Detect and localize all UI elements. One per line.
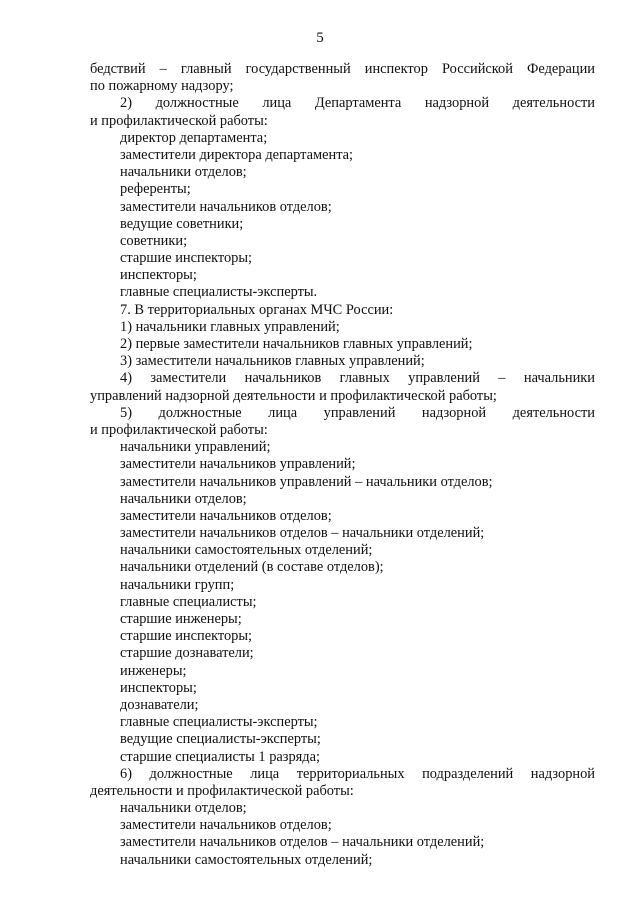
page-number: 5 xyxy=(316,30,324,46)
text-line: старшие дознаватели; xyxy=(120,645,254,662)
text-line: заместители начальников отделов – начальники отделений; xyxy=(120,525,485,542)
text-line: 1) начальники главных управлений; xyxy=(120,318,340,335)
text-line: директор департамента; xyxy=(120,129,268,146)
text-line: инженеры; xyxy=(120,662,187,679)
text-line: заместители начальников отделов – начальники отделений; xyxy=(120,834,485,851)
text-line: начальники отделений (в составе отделов); xyxy=(120,559,384,576)
text-line: начальники самостоятельных отделений; xyxy=(120,851,373,868)
text-line: по пожарному надзору; xyxy=(90,78,234,95)
text-line: референты; xyxy=(120,181,191,198)
text-line: 4) заместители начальников главных управлений – начальники xyxy=(120,370,595,387)
text-line: и профилактической работы: xyxy=(90,112,268,129)
text-line: бедствий – главный государственный инспектор Российской Федерации xyxy=(90,61,595,77)
text-line: деятельности и профилактической работы: xyxy=(90,782,354,799)
text-line: ведущие советники; xyxy=(120,215,244,232)
text-line: главные специалисты; xyxy=(120,593,257,610)
text-line: начальники отделов; xyxy=(120,800,247,817)
text-line: старшие специалисты 1 разряда; xyxy=(120,748,321,765)
document-body xyxy=(90,61,595,869)
text-line: и профилактической работы: xyxy=(90,421,268,438)
text-line: начальники отделов; xyxy=(120,164,247,181)
text-line: старшие инспекторы; xyxy=(120,250,253,267)
text-line: старшие инспекторы; xyxy=(120,628,253,645)
text-line: 7. В территориальных органах МЧС России: xyxy=(120,301,394,318)
text-line: начальники самостоятельных отделений; xyxy=(120,542,373,559)
text-line: управлений надзорной деятельности и профилактической работы; xyxy=(90,387,497,404)
text-line: заместители начальников управлений – начальники отделов; xyxy=(120,473,493,490)
text-line: 3) заместители начальников главных управлений; xyxy=(120,353,425,370)
text-line: ведущие специалисты-эксперты; xyxy=(120,731,321,748)
text-line: главные специалисты-эксперты. xyxy=(120,284,318,301)
text-line: 2) должностные лица Департамента надзорной деятельности xyxy=(120,95,595,112)
text-line: инспекторы; xyxy=(120,679,197,696)
text-line: старшие инженеры; xyxy=(120,611,242,627)
text-line: советники; xyxy=(120,232,188,249)
text-line: дознаватели; xyxy=(120,696,199,713)
text-line: начальники отделов; xyxy=(120,490,247,507)
text-line: 2) первые заместители начальников главных управлений; xyxy=(120,336,473,352)
text-line: 5) должностные лица управлений надзорной деятельности xyxy=(120,404,595,421)
text-line: начальники групп; xyxy=(120,576,235,593)
text-line: заместители директора департамента; xyxy=(120,146,354,163)
text-line: начальники управлений; xyxy=(120,439,271,456)
text-line: главные специалисты-эксперты; xyxy=(120,714,318,731)
text-line: заместители начальников отделов; xyxy=(120,817,332,834)
text-line: заместители начальников отделов; xyxy=(120,198,332,215)
text-line: инспекторы; xyxy=(120,267,197,284)
text-line: 6) должностные лица территориальных подразделений надзорной xyxy=(120,765,595,782)
text-line: заместители начальников отделов; xyxy=(120,507,332,524)
text-line: заместители начальников управлений; xyxy=(120,456,356,473)
